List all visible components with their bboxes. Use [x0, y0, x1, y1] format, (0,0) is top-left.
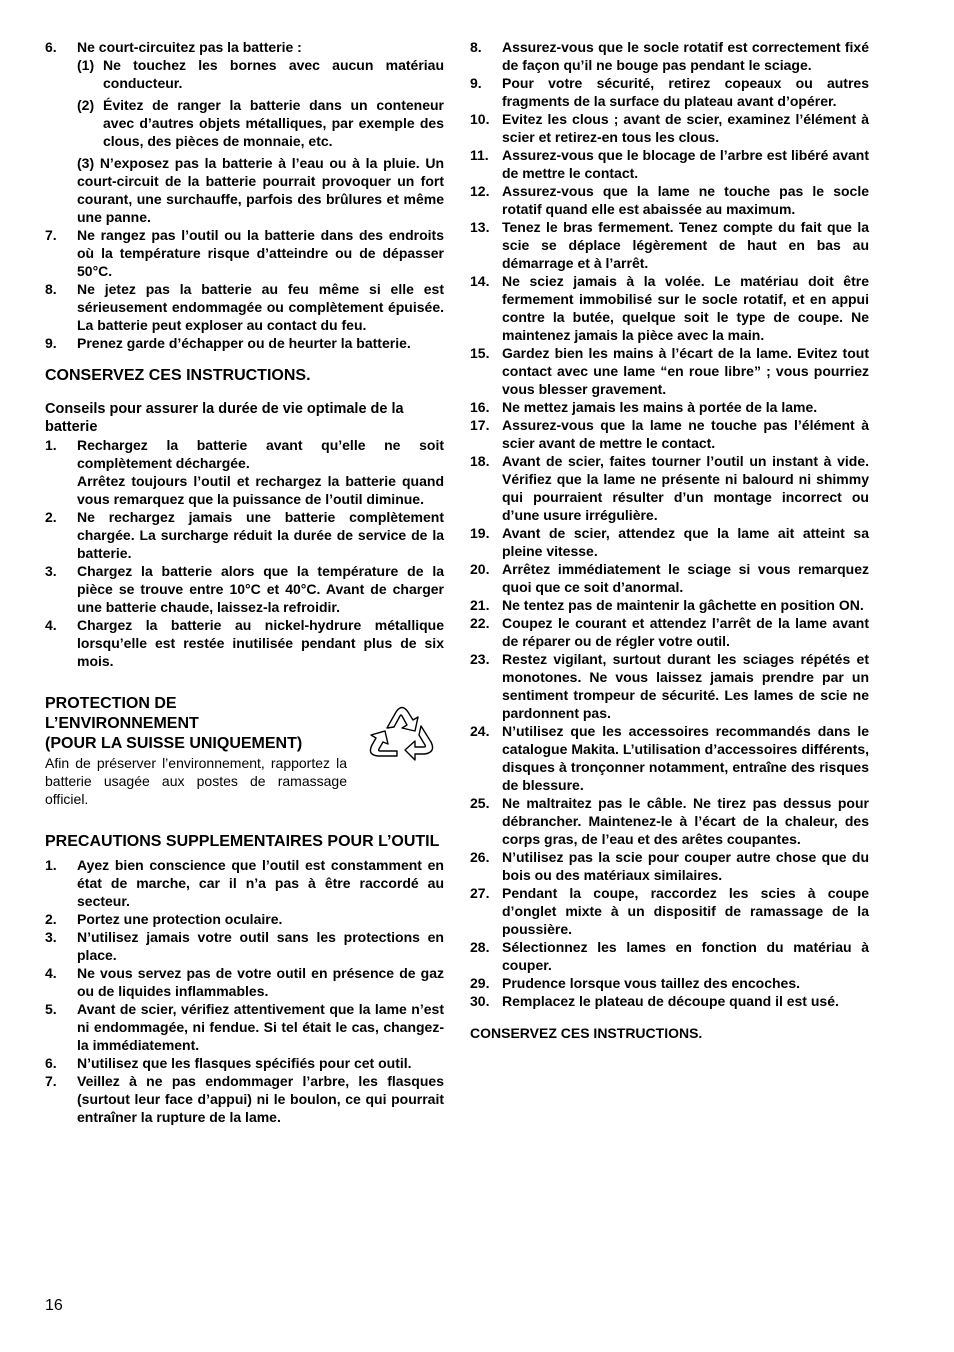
item-text: Ne mettez jamais les mains à portée de la lame.: [502, 399, 818, 415]
item-text: Assurez-vous que le socle rotatif est correctement fixé de façon qu’il ne bouge pas pendant le sciage.: [502, 39, 869, 73]
list-item: [45, 910, 444, 928]
item-text: N’utilisez jamais votre outil sans les protections en place.: [77, 929, 444, 963]
sub-item: [77, 96, 444, 150]
item-text: Tenez le bras fermement. Tenez compte du fait que la scie se déplace légèrement de haut en bas au démarrage et à l’arrêt.: [502, 219, 869, 271]
list-item: [45, 334, 444, 352]
item-text: Arrêtez toujours l’outil et rechargez la batterie quand vous remarquez que la puissance de l’outil diminue.: [77, 473, 444, 507]
list-item: [470, 146, 869, 182]
tips-heading: Conseils pour assurer la durée de vie optimale de la batterie: [45, 401, 404, 435]
env-text: Afin de préserver l’environnement, rapportez la batterie usagée aux postes de ramassage officiel.: [45, 755, 347, 807]
sub-text: Évitez de ranger la batterie dans un conteneur avec d’autres objets métalliques, par exemple des clous, des pièces de monnaie, etc.: [103, 97, 444, 149]
list-item: [470, 974, 869, 992]
item-text: Portez une protection oculaire.: [77, 911, 283, 927]
item-number: 9.: [470, 75, 482, 91]
list-item: [470, 650, 869, 722]
list-item: [470, 938, 869, 974]
item-text: Assurez-vous que le blocage de l’arbre est libéré avant de mettre le contact.: [502, 147, 869, 181]
item-text: Assurez-vous que la lame ne touche pas le socle rotatif quand elle est abaissée au maximum.: [502, 183, 869, 217]
item-text: N’utilisez pas la scie pour couper autre chose que du bois ou des matériaux similaires.: [502, 849, 869, 883]
list-item: [45, 280, 444, 334]
list-item: [45, 616, 444, 670]
item-number: 6.: [45, 1055, 57, 1071]
item-text: Ayez bien conscience que l’outil est constamment en état de marche, car il n’a pas à être raccordé au secteur.: [77, 857, 444, 909]
item-number: 4.: [45, 965, 57, 981]
item-number: 29.: [470, 975, 490, 991]
item-text: Chargez la batterie au nickel-hydrure métallique lorsqu’elle est restée inutilisée pendant plus de six mois.: [77, 617, 444, 669]
list-item: [470, 452, 869, 524]
item-number: 14.: [470, 273, 490, 289]
list-item: [470, 596, 869, 614]
item-number: 25.: [470, 795, 490, 811]
item-text: Ne sciez jamais à la volée. Le matériau doit être fermement immobilisé sur le socle rotatif, et en appui contre la butée, quelque soit le type de coupe. Ne maintenez jamais la pièce avec la main.: [502, 273, 869, 343]
list-item: [470, 110, 869, 146]
list-item: [45, 436, 444, 472]
list-item: [470, 218, 869, 272]
list-item: [470, 182, 869, 218]
item-text: Avant de scier, faites tourner l’outil un instant à vide. Vérifiez que la lame ne présente ni balourd ni shimmy qui pourraient résulter d’un montage incorrect ou d’une usure irrégulière.: [502, 453, 869, 523]
list-item: [45, 1000, 444, 1054]
list-item: [470, 614, 869, 650]
item-number: 21.: [470, 597, 490, 613]
item-number: 30.: [470, 993, 490, 1009]
item-number: 13.: [470, 219, 490, 235]
item-number: 1.: [45, 857, 57, 873]
list-item: [470, 794, 869, 848]
conserve-footer: CONSERVEZ CES INSTRUCTIONS.: [470, 1025, 703, 1041]
sub-item: [77, 56, 444, 92]
item-number: [45, 472, 77, 508]
item-number: 26.: [470, 849, 490, 865]
item-text: Arrêtez immédiatement le sciage si vous remarquez quoi que ce soit d’anormal.: [502, 561, 869, 595]
list-item: [45, 38, 444, 56]
item-number: 12.: [470, 183, 490, 199]
list-item: [45, 1072, 444, 1126]
item-text: Restez vigilant, surtout durant les sciages répétés et monotones. Ne vous laissez jamais prendre par un sentiment trompeur de sécurité. Les lames de scie ne pardonnent pas.: [502, 651, 869, 721]
list-item: [470, 848, 869, 884]
item-number: 1.: [45, 437, 57, 453]
list-item: [45, 472, 444, 508]
item-text: N’utilisez que les accessoires recommandés dans le catalogue Makita. L’utilisation d’accessoires différents, disques à tronçonner notamment, entraîne des risques de blessure.: [502, 723, 869, 793]
item-number: 4.: [45, 617, 57, 633]
item-text: Veillez à ne pas endommager l’arbre, les flasques (surtout leur face d’appui) ni le boulon, ce qui pourrait entraîner la rupture de la lame.: [77, 1073, 444, 1125]
item-number: 28.: [470, 939, 490, 955]
item-number: 16.: [470, 399, 490, 415]
item-text: N’utilisez que les flasques spécifiés pour cet outil.: [77, 1055, 412, 1071]
item-text: Rechargez la batterie avant qu’elle ne soit complètement déchargée.: [77, 437, 444, 471]
list-item: [470, 272, 869, 344]
item-number: 5.: [45, 1001, 57, 1017]
item-number: 27.: [470, 885, 490, 901]
item-text: Ne vous servez pas de votre outil en présence de gaz ou de liquides inflammables.: [77, 965, 444, 999]
list-item: [470, 884, 869, 938]
list-item: [45, 856, 444, 910]
item-number: 7.: [45, 1073, 57, 1089]
list-item: [45, 928, 444, 964]
sub-number: (2): [77, 97, 95, 113]
precautions-heading: PRECAUTIONS SUPPLEMENTAIRES POUR L’OUTIL: [45, 833, 440, 850]
list-item: [45, 1054, 444, 1072]
list-item: [470, 398, 869, 416]
recycle-icon: [363, 698, 441, 770]
list-item: [470, 722, 869, 794]
item-text: Ne tentez pas de maintenir la gâchette en position ON.: [502, 597, 864, 613]
item-number: 9.: [45, 335, 57, 351]
item-text: Gardez bien les mains à l’écart de la lame. Evitez tout contact avec une lame “en roue libre” ; vous pourriez vous blesser gravement.: [502, 345, 869, 397]
item-text: Ne rangez pas l’outil ou la batterie dans des endroits où la température risque d’atteindre ou de dépasser 50°C.: [77, 227, 444, 279]
item-number: 10.: [470, 111, 490, 127]
list-item: [45, 964, 444, 1000]
item-number: 23.: [470, 651, 490, 667]
conserve-heading: CONSERVEZ CES INSTRUCTIONS.: [45, 367, 311, 384]
item-text: Evitez les clous ; avant de scier, examinez l’élément à scier et retirez-en tous les clous.: [502, 111, 869, 145]
item-number: 19.: [470, 525, 490, 541]
item-text: Ne maltraitez pas le câble. Ne tirez pas dessus pour débrancher. Maintenez-le à l’écart de la chaleur, des corps gras, de l’eau et des arêtes coupantes.: [502, 795, 869, 847]
list-item: [470, 344, 869, 398]
item-number: 20.: [470, 561, 490, 577]
sub-text: Ne touchez les bornes avec aucun matériau conducteur.: [103, 57, 444, 91]
list-item: [470, 560, 869, 596]
item-text: Ne court-circuitez pas la batterie :: [77, 39, 302, 55]
item-number: 3.: [45, 563, 57, 579]
sub-number: (1): [77, 57, 95, 73]
item-number: 3.: [45, 929, 57, 945]
page-number: 16: [45, 1297, 63, 1314]
item-text: Coupez le courant et attendez l’arrêt de la lame avant de réparer ou de régler votre outil.: [502, 615, 869, 649]
list-item: [45, 562, 444, 616]
item-number: 7.: [45, 227, 57, 243]
env-heading-line-3: (POUR LA SUISSE UNIQUEMENT): [45, 735, 303, 752]
env-heading-line-2: L’ENVIRONNEMENT: [45, 715, 199, 732]
item-text: Ne jetez pas la batterie au feu même si elle est sérieusement endommagée ou complètement épuisée. La batterie peut exploser au contact du feu.: [77, 281, 444, 333]
item-text: Avant de scier, attendez que la lame ait atteint sa pleine vitesse.: [502, 525, 869, 559]
item-number: 17.: [470, 417, 490, 433]
item-text: Sélectionnez les lames en fonction du matériau à couper.: [502, 939, 869, 973]
list-item: [470, 74, 869, 110]
list-item: [45, 508, 444, 562]
item-number: 24.: [470, 723, 490, 739]
item-text: Ne rechargez jamais une batterie complètement chargée. La surcharge réduit la durée de service de la batterie.: [77, 509, 444, 561]
item-text: Prudence lorsque vous taillez des encoches.: [502, 975, 800, 991]
item-text: Prenez garde d’échapper ou de heurter la batterie.: [77, 335, 411, 351]
item-number: 8.: [470, 39, 482, 55]
item-number: 8.: [45, 281, 57, 297]
left-column: [45, 38, 444, 1126]
item-number: 6.: [45, 39, 57, 55]
right-column: [470, 38, 869, 1042]
item-number: 18.: [470, 453, 490, 469]
sub-item-3: (3) N’exposez pas la batterie à l’eau ou à la pluie. Un court-circuit de la batterie pourrait provoquer un fort courant, une surchauffe, parfois des brûlures et même une panne.: [77, 155, 444, 225]
list-item: [470, 38, 869, 74]
list-item: [470, 524, 869, 560]
item-text: Remplacez le plateau de découpe quand il est usé.: [502, 993, 839, 1009]
item-number: 2.: [45, 911, 57, 927]
item-number: 22.: [470, 615, 490, 631]
item-text: Assurez-vous que la lame ne touche pas l’élément à scier avant de mettre le contact.: [502, 417, 869, 451]
list-item: [470, 992, 869, 1010]
list-item: [470, 416, 869, 452]
item-text: Pour votre sécurité, retirez copeaux ou autres fragments de la surface du plateau avant d’opérer.: [502, 75, 869, 109]
item-text: Chargez la batterie alors que la température de la pièce se trouve entre 10°C et 40°C. Avant de charger une batterie chaude, laissez-la refroidir.: [77, 563, 444, 615]
item-number: 15.: [470, 345, 490, 361]
list-item: [45, 226, 444, 280]
item-number: 11.: [470, 147, 489, 163]
env-heading-line-1: PROTECTION DE: [45, 695, 177, 712]
item-number: 2.: [45, 509, 57, 525]
item-text: Pendant la coupe, raccordez les scies à coupe d’onglet mixte à un dispositif de ramassage de la poussière.: [502, 885, 869, 937]
item-text: Avant de scier, vérifiez attentivement que la lame n’est ni endommagée, ni fendue. Si tel était le cas, changez-la immédiatement.: [77, 1001, 444, 1053]
environment-section: [45, 694, 444, 808]
